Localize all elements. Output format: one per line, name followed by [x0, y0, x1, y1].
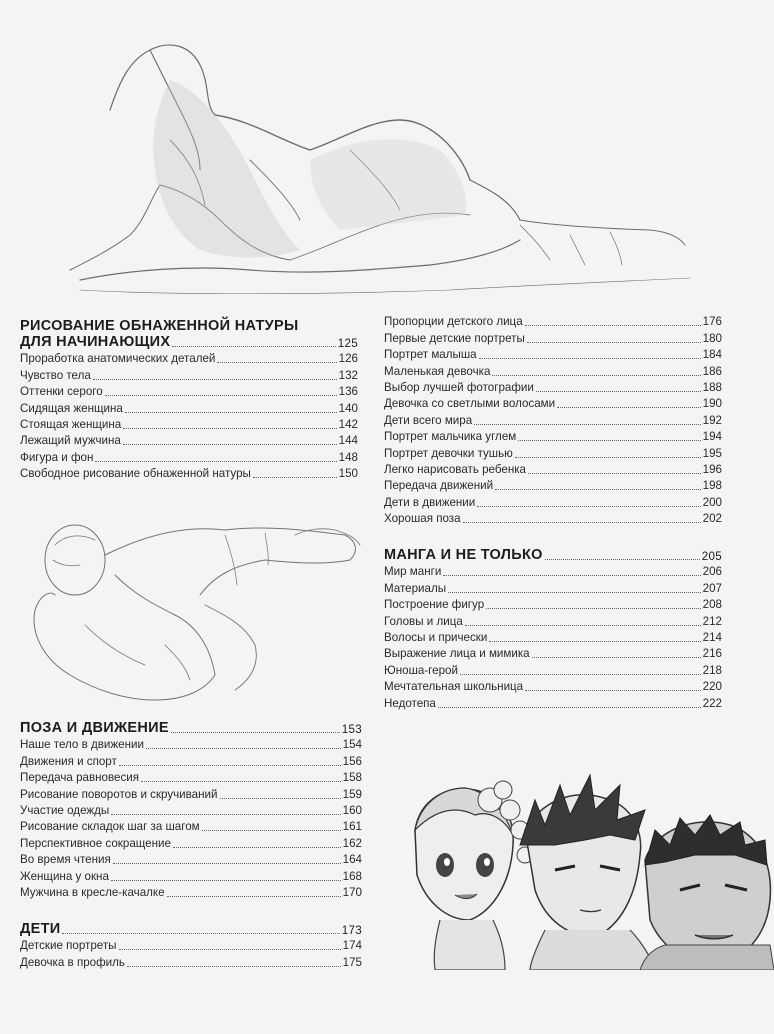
toc-entry-title: Девочка в профиль — [20, 955, 125, 969]
leader-dots — [217, 362, 336, 363]
toc-entry-page: 216 — [702, 647, 722, 661]
toc-entry-page: 142 — [338, 417, 358, 431]
toc-entry[interactable] — [20, 802, 362, 818]
leader-dots — [527, 342, 701, 343]
toc-entry-page: 159 — [342, 787, 362, 801]
toc-entry[interactable] — [20, 383, 358, 399]
toc-entry-page: 192 — [702, 413, 722, 427]
toc-entry[interactable] — [20, 736, 362, 752]
toc-entry-page: 174 — [342, 939, 362, 953]
toc-entry[interactable] — [384, 362, 722, 378]
section-heading-nude[interactable] — [20, 318, 358, 350]
leader-dots — [525, 325, 701, 326]
toc-entry[interactable] — [384, 596, 722, 612]
toc-entry-page: 170 — [342, 885, 362, 899]
toc-entry-page: 222 — [702, 696, 722, 710]
toc-entry-title: Девочка со светлыми волосами — [384, 397, 556, 411]
section-heading-kids[interactable] — [20, 921, 362, 937]
leader-dots — [123, 444, 337, 445]
toc-entry-title: Первые детские портреты — [384, 331, 525, 345]
toc-entry[interactable] — [384, 395, 722, 411]
toc-entry-page: 220 — [702, 680, 722, 694]
toc-entry-list — [20, 736, 362, 900]
toc-entry-title: Наше тело в движении — [20, 738, 144, 752]
toc-entry[interactable] — [20, 937, 362, 953]
toc-entry[interactable] — [384, 579, 722, 595]
toc-section-kids — [20, 921, 362, 970]
toc-entry-list — [20, 350, 358, 481]
section-heading-pose[interactable] — [20, 720, 362, 736]
toc-entry[interactable] — [384, 629, 722, 645]
leader-dots — [105, 395, 337, 396]
toc-entry[interactable] — [384, 313, 722, 329]
section-title-line2: ДЛЯ НАЧИНАЮЩИХ — [20, 334, 171, 350]
toc-entry-page: 218 — [702, 663, 722, 677]
toc-entry-page: 148 — [338, 450, 358, 464]
toc-entry-title: Движения и спорт — [20, 754, 117, 768]
leader-dots — [536, 391, 701, 392]
leader-dots — [492, 375, 700, 376]
leader-dots — [545, 559, 700, 560]
leader-dots — [477, 506, 700, 507]
section-page-number: 153 — [341, 723, 362, 736]
leader-dots — [167, 896, 341, 897]
toc-entry-title: Сидящая женщина — [20, 401, 123, 415]
leader-dots — [463, 522, 701, 523]
toc-entry-title: Участие одежды — [20, 803, 110, 817]
toc-entry[interactable] — [20, 867, 362, 883]
toc-entry-title: Волосы и прически — [384, 630, 488, 644]
toc-entry[interactable] — [20, 851, 362, 867]
toc-entry[interactable] — [384, 645, 722, 661]
toc-entry-page: 164 — [342, 853, 362, 867]
toc-entry[interactable] — [384, 444, 722, 460]
toc-entry-title: Рисование поворотов и скручиваний — [20, 787, 218, 801]
reclining-figure-sketch — [50, 20, 690, 305]
toc-entry-title: Недотепа — [384, 696, 436, 710]
toc-entry-page: 202 — [702, 512, 722, 526]
toc-entry-page: 212 — [702, 614, 722, 628]
toc-entry-page: 188 — [702, 380, 722, 394]
leader-dots — [486, 608, 701, 609]
toc-entry-page: 154 — [342, 738, 362, 752]
section-title: МАНГА И НЕ ТОЛЬКО — [384, 547, 543, 563]
toc-entry-page: 206 — [702, 565, 722, 579]
toc-entry-title: Проработка анатомических деталей — [20, 352, 216, 366]
toc-entry-page: 186 — [702, 364, 722, 378]
toc-entry-page: 150 — [338, 467, 358, 481]
toc-entry[interactable] — [384, 379, 722, 395]
toc-entry[interactable] — [20, 399, 358, 415]
toc-entry[interactable] — [384, 346, 722, 362]
leader-dots — [460, 674, 701, 675]
toc-entry-title: Чувство тела — [20, 368, 91, 382]
toc-entry-title: Хорошая поза — [384, 512, 461, 526]
toc-entry-page: 195 — [702, 446, 722, 460]
toc-entry-title: Оттенки серого — [20, 385, 103, 399]
toc-entry[interactable] — [384, 510, 722, 526]
toc-entry-page: 136 — [338, 385, 358, 399]
manga-characters-illustration — [395, 770, 774, 970]
leader-dots — [171, 732, 340, 733]
leader-dots — [448, 592, 701, 593]
toc-entry-title: Легко нарисовать ребенка — [384, 462, 527, 476]
toc-entry-page: 175 — [342, 955, 362, 969]
leader-dots — [62, 933, 339, 934]
toc-entry-title: Мечтательная школьница — [384, 680, 524, 694]
toc-section-pose — [20, 720, 362, 900]
toc-entry-page: 184 — [702, 348, 722, 362]
toc-entry-title: Материалы — [384, 581, 447, 595]
toc-entry-title: Рисование складок шаг за шагом — [20, 820, 200, 834]
toc-entry-title: Выбор лучшей фотографии — [384, 380, 534, 394]
toc-entry-page: 140 — [338, 401, 358, 415]
toc-entry[interactable] — [20, 465, 358, 481]
toc-entry-title: Юноша-герой — [384, 663, 458, 677]
toc-entry-page: 176 — [702, 315, 722, 329]
leader-dots — [518, 440, 700, 441]
leader-dots — [253, 477, 337, 478]
leader-dots — [220, 798, 341, 799]
toc-entry-list — [20, 937, 362, 970]
toc-entry[interactable] — [384, 411, 722, 427]
section-page-number: 173 — [341, 924, 362, 937]
toc-entry-title: Свободное рисование обнаженной натуры — [20, 467, 251, 481]
toc-entry-title: Маленькая девочка — [384, 364, 491, 378]
leader-dots — [119, 949, 341, 950]
toc-entry[interactable] — [384, 661, 722, 677]
toc-entry[interactable] — [20, 769, 362, 785]
toc-entry-title: Портрет девочки тушью — [384, 446, 513, 460]
leader-dots — [525, 690, 701, 691]
toc-entry-page: 190 — [702, 397, 722, 411]
leader-dots — [127, 966, 341, 967]
section-title: ДЕТИ — [20, 921, 61, 937]
toc-entry-title: Выражение лица и мимика — [384, 647, 530, 661]
leader-dots — [479, 358, 701, 359]
section-title-line1: РИСОВАНИЕ ОБНАЖЕННОЙ НАТУРЫ — [20, 318, 299, 334]
toc-entry-page: 208 — [702, 598, 722, 612]
toc-entry-page: 168 — [342, 869, 362, 883]
leader-dots — [465, 625, 701, 626]
toc-entry[interactable] — [20, 953, 362, 969]
section-page-number: 205 — [701, 550, 722, 563]
toc-entry-title: Лежащий мужчина — [20, 434, 121, 448]
leader-dots — [495, 489, 701, 490]
toc-entry[interactable] — [20, 350, 358, 366]
toc-entry-title: Дети в движении — [384, 495, 476, 509]
toc-entry-title: Портрет малыша — [384, 348, 477, 362]
toc-entry-page: 161 — [342, 820, 362, 834]
leader-dots — [474, 424, 700, 425]
toc-entry-title: Во время чтения — [20, 853, 111, 867]
toc-entry-page: 194 — [702, 430, 722, 444]
toc-entry-page: 160 — [342, 803, 362, 817]
section-title: ПОЗА И ДВИЖЕНИЕ — [20, 720, 169, 736]
toc-entry-page: 200 — [702, 495, 722, 509]
toc-entry-page: 180 — [702, 331, 722, 345]
toc-entry[interactable] — [20, 366, 358, 382]
toc-section-nude — [20, 318, 358, 481]
toc-entry[interactable] — [384, 612, 722, 628]
toc-entry-page: 158 — [342, 771, 362, 785]
toc-entry[interactable] — [20, 834, 362, 850]
toc-entry-title: Головы и лица — [384, 614, 463, 628]
toc-entry-title: Пропорции детского лица — [384, 315, 523, 329]
leader-dots — [443, 575, 700, 576]
leader-dots — [528, 473, 701, 474]
toc-entry[interactable] — [384, 694, 722, 710]
toc-entry-title: Фигура и фон — [20, 450, 94, 464]
leader-dots — [141, 781, 341, 782]
toc-entry[interactable] — [20, 448, 358, 464]
leader-dots — [93, 379, 337, 380]
toc-entry[interactable] — [384, 678, 722, 694]
toc-entry-page: 156 — [342, 754, 362, 768]
leader-dots — [123, 428, 336, 429]
toc-entry[interactable] — [20, 818, 362, 834]
toc-entry[interactable] — [20, 752, 362, 768]
toc-entry-title: Перспективное сокращение — [20, 836, 171, 850]
toc-entry[interactable] — [384, 329, 722, 345]
leader-dots — [111, 814, 340, 815]
toc-entry[interactable] — [384, 563, 722, 579]
toc-entry[interactable] — [384, 461, 722, 477]
section-page-number: 125 — [337, 337, 358, 350]
leader-dots — [173, 847, 341, 848]
toc-entry-title: Мужчина в кресле-качалке — [20, 885, 165, 899]
toc-entry-title: Стоящая женщина — [20, 417, 122, 431]
leader-dots — [146, 748, 341, 749]
toc-entry[interactable] — [20, 416, 358, 432]
toc-entry-title: Дети всего мира — [384, 413, 473, 427]
toc-section-manga — [384, 547, 722, 711]
toc-entry-title: Мир манги — [384, 565, 442, 579]
leader-dots — [532, 657, 701, 658]
leader-dots — [202, 830, 341, 831]
toc-entry-title: Детские портреты — [20, 939, 117, 953]
leader-dots — [95, 461, 336, 462]
toc-entry-page: 132 — [338, 368, 358, 382]
toc-entry[interactable] — [20, 785, 362, 801]
toc-section-kids-continued — [384, 313, 722, 526]
toc-entry[interactable] — [20, 432, 358, 448]
toc-entry[interactable] — [384, 477, 722, 493]
toc-entry-page: 196 — [702, 462, 722, 476]
toc-entry-page: 214 — [702, 630, 722, 644]
toc-entry[interactable] — [20, 884, 362, 900]
leader-dots — [119, 765, 341, 766]
toc-entry-page: 198 — [702, 479, 722, 493]
toc-entry-page: 144 — [338, 434, 358, 448]
leader-dots — [172, 346, 335, 347]
leader-dots — [438, 707, 701, 708]
toc-entry-title: Передача движений — [384, 479, 494, 493]
toc-entry-list — [384, 563, 722, 711]
leader-dots — [557, 407, 701, 408]
toc-entry-list — [384, 313, 722, 526]
toc-entry-title: Портрет мальчика углем — [384, 430, 517, 444]
rolled-figure-sketch — [25, 505, 370, 710]
leader-dots — [113, 863, 341, 864]
toc-entry-title: Женщина у окна — [20, 869, 109, 883]
toc-entry-title: Построение фигур — [384, 598, 485, 612]
leader-dots — [489, 641, 700, 642]
toc-entry[interactable] — [384, 428, 722, 444]
leader-dots — [125, 412, 337, 413]
toc-entry-title: Передача равновесия — [20, 771, 140, 785]
toc-entry-page: 162 — [342, 836, 362, 850]
toc-entry-page: 207 — [702, 581, 722, 595]
section-heading-manga[interactable] — [384, 547, 722, 563]
toc-entry-page: 126 — [338, 352, 358, 366]
toc-entry[interactable] — [384, 493, 722, 509]
leader-dots — [111, 880, 341, 881]
leader-dots — [515, 457, 701, 458]
